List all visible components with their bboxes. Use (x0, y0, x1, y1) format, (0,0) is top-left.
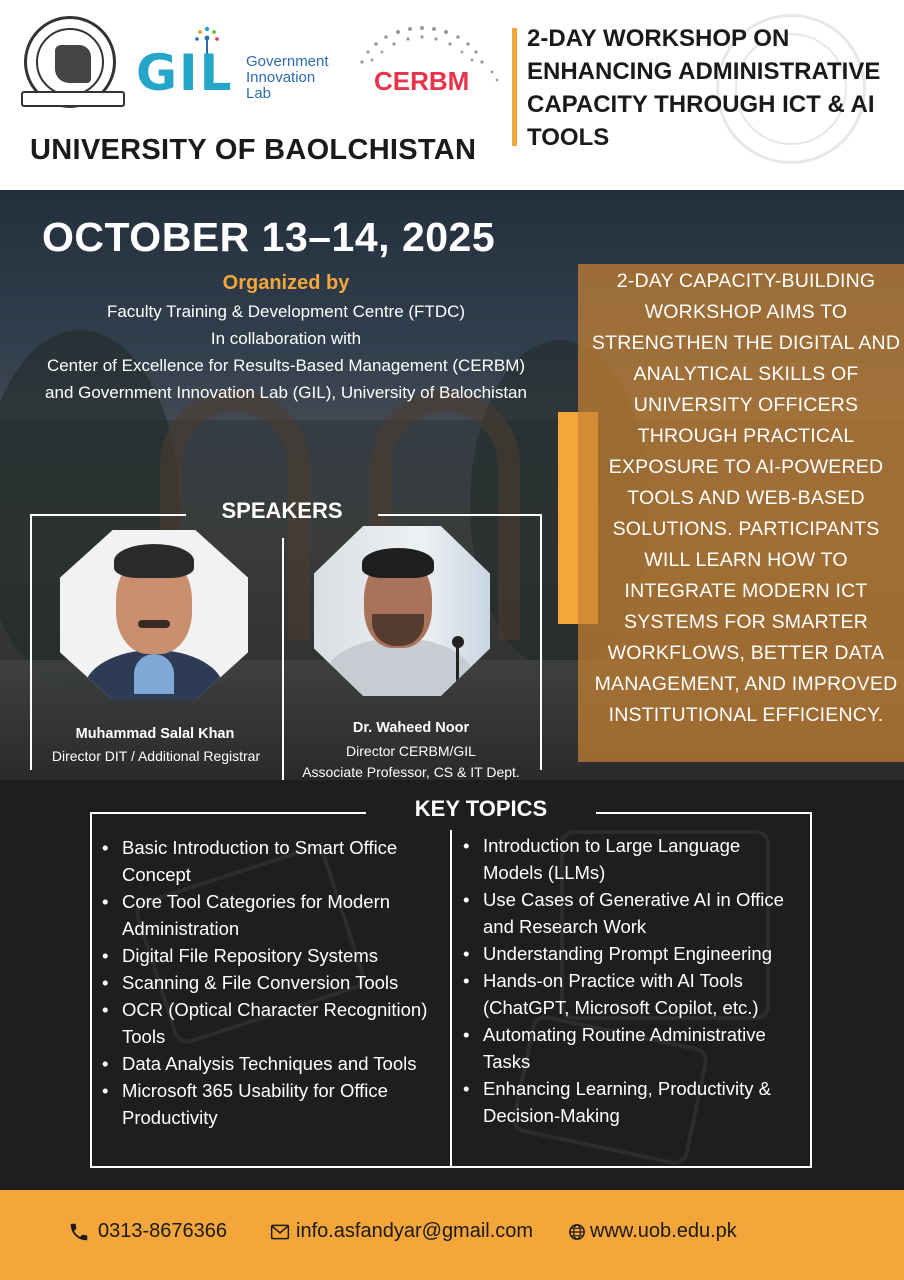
list-item: • Data Analysis Techniques and Tools (102, 1050, 432, 1077)
footer-phone[interactable] (68, 1220, 227, 1243)
event-date: OCTOBER 13–14, 2025 (42, 214, 496, 260)
footer (0, 1190, 904, 1280)
header (0, 0, 904, 190)
topics-frame-line (90, 812, 366, 814)
topics-frame-line (810, 812, 812, 1168)
list-item: • OCR (Optical Character Recognition) Tools (102, 996, 432, 1050)
list-item: • Enhancing Learning, Productivity & Decision-Making (463, 1075, 803, 1129)
speaker-2-hair (362, 548, 434, 578)
header-divider (512, 28, 517, 146)
email-address: info.asfandyar@gmail.com (296, 1220, 534, 1242)
website-url: www.uob.edu.pk (590, 1220, 737, 1242)
speaker-1-role: Director DIT / Additional Registrar (51, 748, 261, 764)
speaker-1-hair (114, 544, 194, 578)
gil-text-line-2: Innovation (246, 69, 316, 86)
speaker-photo-1 (60, 530, 248, 700)
workshop-description: 2-DAY CAPACITY-BUILDING WORKSHOP AIMS TO STRENGTHEN THE DIGITAL AND ANALYTICAL SKILLS OF UNIVERSITY OFFICERS THROUGH PRACTICAL EXPOSURE TO AI-POWERED TOOLS AND WEB-BASED SOLUTIONS. PARTICIPANTS WILL LEARN HOW TO INTEGRATE MODERN ICT SYSTEMS FOR SMARTER WORKFLOWS, BETTER DATA MANAGEMENT, AND IMPROVED INSTITUTIONAL EFFICIENCY. (591, 270, 901, 726)
list-item: • Introduction to Large Language Models (LLMs) (463, 832, 803, 886)
speaker-2-role-secondary: Associate Professor, CS & IT Dept. (302, 764, 520, 780)
list-item: • Scanning & File Conversion Tools (102, 969, 432, 996)
list-item: • Use Cases of Generative AI in Office and Research Work (463, 886, 803, 940)
cerbm-logo-text: CERBM (374, 66, 470, 96)
key-topics-heading: KEY TOPICS (414, 796, 548, 821)
list-item: • Microsoft 365 Usability for Office Productivity (102, 1077, 432, 1131)
speaker-photo-2 (314, 526, 490, 696)
university-name: UNIVERSITY OF BAOLCHISTAN (30, 134, 477, 166)
speakers-divider (282, 538, 284, 780)
topics-frame-line (90, 812, 92, 1168)
collaborator-gil: and Government Innovation Lab (GIL), University of Balochistan (45, 383, 527, 402)
organized-by-label: Organized by (222, 272, 350, 294)
key-topics-section (0, 780, 904, 1190)
seal-emblem (55, 45, 91, 83)
topics-frame-line (596, 812, 812, 814)
list-item: • Hands-on Practice with AI Tools (ChatGPT, Microsoft Copilot, etc.) (463, 967, 803, 1021)
gil-text-line-1: Government (246, 53, 329, 70)
university-seal-logo (24, 16, 116, 108)
speakers-heading: SPEAKERS (221, 498, 343, 523)
list-item: • Automating Routine Administrative Tasks (463, 1021, 803, 1075)
gil-logo (136, 24, 346, 104)
topics-list-right (463, 832, 803, 1129)
list-item: • Digital File Repository Systems (102, 942, 432, 969)
topics-list-left (102, 834, 432, 1131)
footer-email[interactable] (268, 1220, 533, 1243)
topics-frame-line (90, 1166, 812, 1168)
topics-divider (450, 830, 452, 1166)
collaborator-cerbm: Center of Excellence for Results-Based Management (CERBM) (46, 356, 526, 375)
envelope-icon (268, 1222, 292, 1242)
collaboration-label: In collaboration with (210, 329, 362, 348)
organizer-name: Faculty Training & Development Centre (FTDC) (106, 302, 466, 321)
gil-logo-text (246, 54, 329, 102)
gil-logo-mark: GIL (136, 44, 234, 102)
speaker-1-name: Muhammad Salal Khan (75, 726, 235, 742)
workshop-title: 2-DAY WORKSHOP ON ENHANCING ADMINISTRATIVE CAPACITY THROUGH ICT & AI TOOLS (527, 25, 881, 151)
speaker-1-collar (134, 654, 174, 694)
list-item: • Core Tool Categories for Modern Administration (102, 888, 432, 942)
footer-website[interactable] (568, 1220, 737, 1243)
gil-text-line-3: Lab (246, 85, 272, 102)
phone-icon (68, 1221, 90, 1243)
seal-ribbon (21, 91, 125, 107)
speaker-2-name: Dr. Waheed Noor (352, 720, 470, 736)
speakers-frame-line (30, 514, 186, 516)
hero-section (0, 190, 904, 780)
cerbm-logo (352, 22, 502, 102)
speaker-2-role: Director CERBM/GIL (346, 743, 476, 759)
phone-number: 0313-8676366 (98, 1220, 228, 1242)
globe-icon (568, 1223, 586, 1241)
speakers-frame-line (378, 514, 542, 516)
list-item: • Basic Introduction to Smart Office Concept (102, 834, 432, 888)
list-item: • Understanding Prompt Engineering (463, 940, 803, 967)
speaker-1-mustache (138, 620, 170, 628)
